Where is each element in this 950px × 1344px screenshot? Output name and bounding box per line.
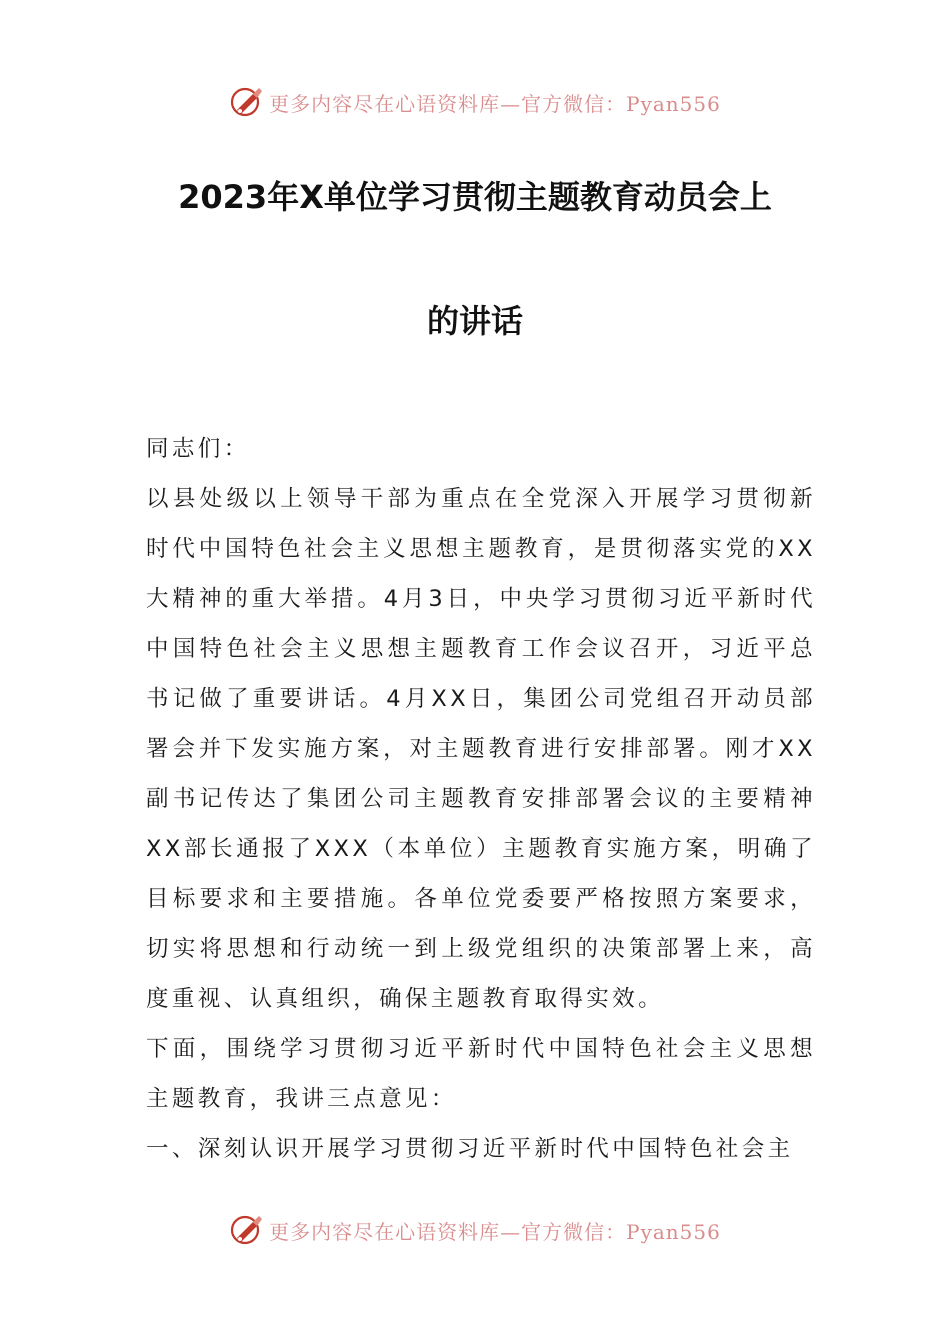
pen-logo-icon (229, 1212, 265, 1248)
document-title-line-2: 的讲话 (426, 302, 523, 340)
watermark-text: 更多内容尽在心语资料库—官方微信：Pyan556 (269, 91, 721, 116)
pen-logo-icon (229, 84, 265, 120)
section-heading: 一、深刻认识开展学习贯彻习近平新时代中国特色社会主 (146, 1136, 794, 1162)
watermark-footer (0, 1210, 950, 1250)
watermark-text: 更多内容尽在心语资料库—官方微信：Pyan556 (269, 1219, 721, 1244)
body-paragraph: 以县处级以上领导干部为重点在全党深入开展学习贯彻新时代中国特色社会主义思想主题教育，是贯彻落实党的XX大精神的重大举措。4月3日，中央学习贯彻习近平新时代中国特色社会主义思想主题教育工作会议召开，习近平总书记做了重要讲话。4月XX日，集团公司党组召开动员部署会并下发实施方案，对主题教育进行安排部署。刚才XX副书记传达了集团公司主题教育安排部署会议的主要精神XX部长通报了XXX（本单位）主题教育实施方案，明确了目标要求和主要措施。各单位党委要严格按照方案要求，切实将思想和行动统一到上级党组织的决策部署上来，高度重视、认真组织，确保主题教育取得实效。 (146, 486, 816, 1012)
document-body (146, 424, 816, 1174)
salutation: 同志们： (146, 436, 250, 462)
body-paragraph: 下面，围绕学习贯彻习近平新时代中国特色社会主义思想主题教育，我讲三点意见： (146, 1036, 816, 1112)
document-title-line-1: 2023年X单位学习贯彻主题教育动员会上 (178, 178, 772, 216)
watermark-header (0, 82, 950, 122)
